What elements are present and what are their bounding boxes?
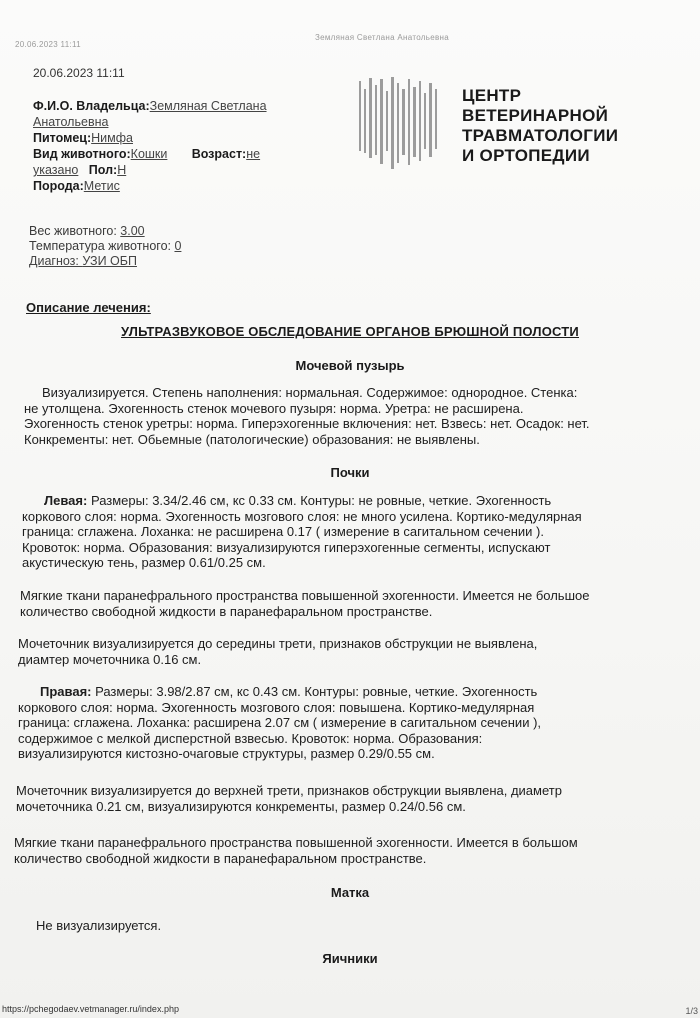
text-line: не утолщена. Эхогенность стенок мочевого пузыря: норма. Уретра: не расширена. (24, 400, 524, 416)
text-line: Мягкие ткани паранефрального пространства повышенной эхогенности. Имеется в большом (14, 835, 578, 850)
report-title: УЛЬТРАЗВУКОВОЕ ОБСЛЕДОВАНИЕ ОРГАНОВ БРЮШНОЙ ПОЛОСТИ (121, 324, 579, 339)
age-label: Возраст: (191, 147, 247, 161)
clinic-logo-icon (355, 75, 445, 175)
owner-label: Ф.И.О. Владельца: (33, 99, 150, 113)
left-kidney-label: Левая: (44, 493, 88, 508)
footer-url: https://pchegodaev.vetmanager.ru/index.php (2, 1004, 179, 1014)
clinic-name (462, 86, 662, 166)
text-line: Размеры: 3.98/2.87 см, кс 0.43 см. Контуры: ровные, четкие. Эхогенность (95, 684, 538, 699)
temperature-label: Температура животного: (29, 239, 175, 253)
temperature-value: 0 (174, 239, 182, 253)
text-line: коркового слоя: норма. Эхогенность мозгового слоя: повышена. Кортико-медулярная (18, 699, 535, 715)
uterus-heading: Матка (330, 885, 370, 900)
text-line: Эхогенность стенок уретры: норма. Гиперэхогенные включения: нет. Взвесь: нет. Осадок: нет. (24, 416, 590, 431)
patient-info (33, 98, 323, 194)
clinic-name-line: И ОРТОПЕДИИ (462, 146, 590, 165)
breed-label: Порода: (33, 179, 84, 193)
text-line: граница: сглажена. Лоханка: расширена 2.07 см ( измерение в сагитальном сечении ), (18, 715, 542, 730)
text-line: акустическую тень, размер 0.61/0.25 см. (22, 555, 266, 570)
print-doctor: Земляная Светлана Анатольевна (315, 33, 449, 42)
weight-label: Вес животного: (29, 224, 121, 238)
text-line: количество свободной жидкости в паранефаральном пространстве. (20, 603, 433, 619)
clinic-name-line: ЦЕНТР (462, 86, 522, 105)
text-line: количество свободной жидкости в паранефаральном пространстве. (14, 850, 427, 866)
right-kidney-label: Правая: (40, 684, 92, 699)
species-value: Кошки (130, 147, 168, 161)
species-label: Вид животного: (33, 147, 131, 161)
treatment-description-label: Описание лечения: (26, 300, 151, 315)
print-timestamp: 20.06.2023 11:11 (15, 40, 81, 49)
uterus-text: Не визуализируется. (36, 918, 162, 933)
kidneys-heading: Почки (330, 465, 370, 480)
right-perirenal-text (14, 835, 694, 866)
footer-page-number: 1/3 (685, 1006, 698, 1016)
diagnosis-label: Диагноз: (29, 254, 83, 268)
age-value: не указано (33, 147, 261, 177)
sex-label: Пол: (88, 163, 118, 177)
bladder-heading: Мочевой пузырь (295, 358, 405, 373)
left-ureter-text (18, 636, 688, 667)
diagnosis-value: УЗИ ОБП (82, 254, 137, 268)
text-line: Размеры: 3.34/2.46 см, кс 0.33 см. Контуры: не ровные, четкие. Эхогенность (90, 493, 552, 508)
left-perirenal-text (20, 588, 690, 619)
owner-value: Земляная Светлана Анатольевна (33, 99, 267, 129)
right-ureter-text (16, 783, 690, 814)
pet-value: Нимфа (91, 131, 133, 145)
text-line: диамтер мочеточника 0.16 см. (18, 651, 202, 667)
text-line: мочеточника 0.21 см, визуализируются конкременты, размер 0.24/0.56 см. (16, 798, 466, 814)
text-line: Кровоток: норма. Образования: визуализируются гиперэхогенные сегменты, испускают (22, 539, 551, 555)
visit-date: 20.06.2023 11:11 (33, 66, 125, 80)
breed-value: Метис (83, 179, 120, 193)
text-line: Конкременты: нет. Обьемные (патологические) образования: не выявлены. (24, 431, 480, 447)
left-kidney-text (22, 493, 687, 571)
clinic-name-line: ТРАВМАТОЛОГИИ (462, 126, 619, 145)
sex-value: Н (117, 163, 127, 177)
text-line: Мочеточник визуализируется до середины трети, признаков обструкции не выявлена, (18, 636, 538, 651)
weight-value: 3.00 (120, 224, 145, 238)
text-line: Визуализируется. Степень наполнения: нормальная. Содержимое: однородное. Стенка: (42, 385, 578, 400)
right-kidney-text (18, 684, 688, 762)
vitals-block (29, 224, 181, 269)
clinic-name-line: ВЕТЕРИНАРНОЙ (462, 106, 609, 125)
pet-label: Питомец: (33, 131, 92, 145)
text-line: содержимое с мелкой дисперстной взвесью. Кровоток: норма. Образования: (18, 730, 483, 746)
text-line: визуализируются кистозно-очаговые структуры, размер 0.29/0.55 см. (18, 746, 435, 761)
text-line: граница: сглажена. Лоханка: не расширена 0.17 ( измерение в сагитальном сечении ). (22, 524, 544, 539)
text-line: Мочеточник визуализируется до верхней трети, признаков обструкции выявлена, диаметр (16, 783, 562, 798)
ovaries-heading: Яичники (322, 951, 378, 966)
text-line: Мягкие ткани паранефрального пространства повышенной эхогенности. Имеется не большое (20, 588, 590, 603)
text-line: коркового слоя: норма. Эхогенность мозгового слоя: не много усилена. Кортико-медулярная (22, 508, 582, 524)
bladder-text (24, 385, 684, 447)
